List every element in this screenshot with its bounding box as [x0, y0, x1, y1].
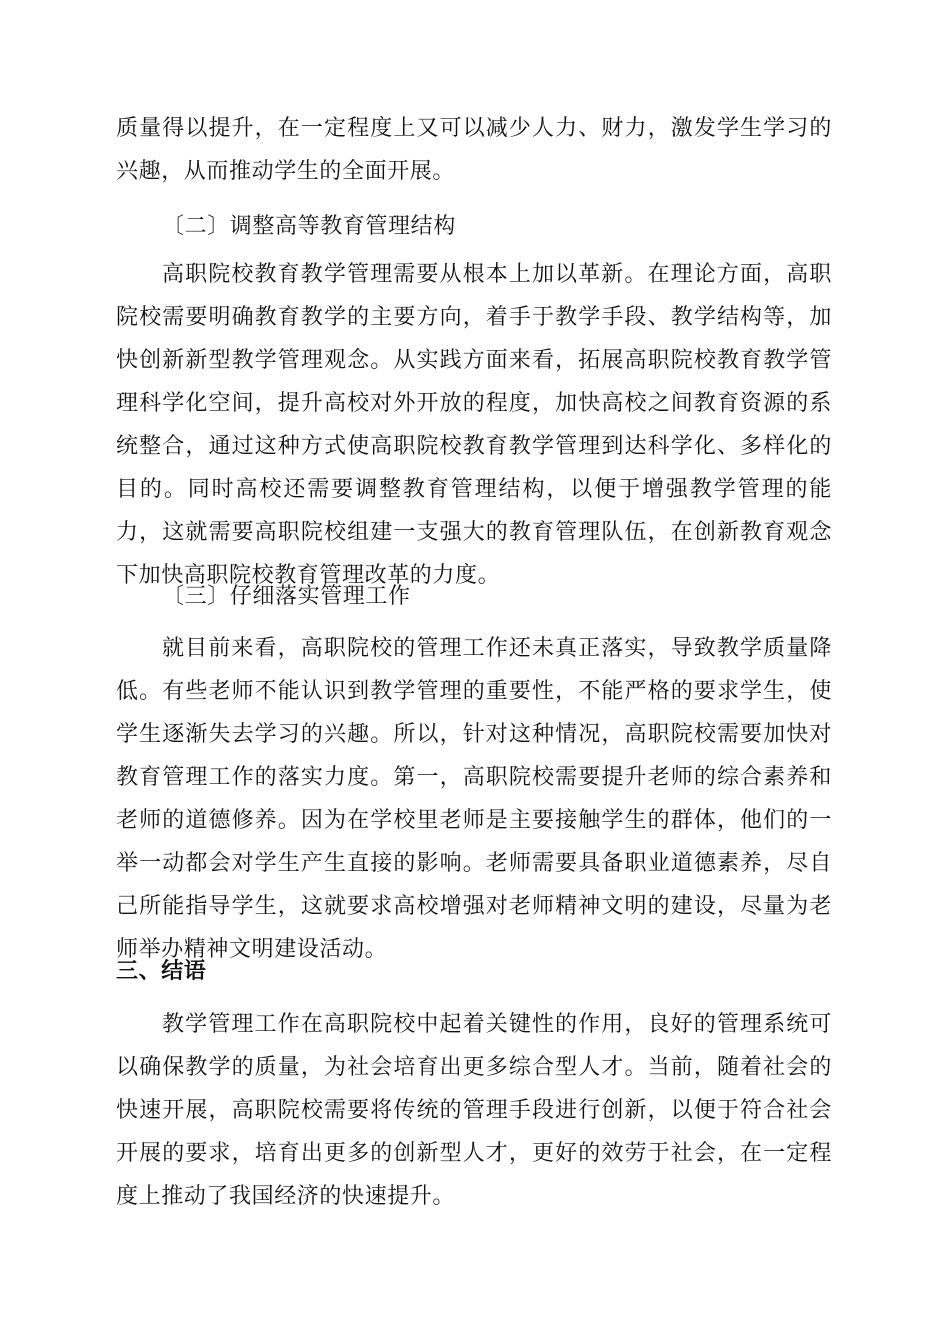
paragraph-implement-management: 就目前来看，高职院校的管理工作还未真正落实，导致教学质量降低。有些老师不能认识到教学管理的重要性，不能严格的要求学生，使学生逐渐失去学习的兴趣。所以，针对这种情况，高职院校需要加快对教育管理工作的落实力度。第一，高职院校需要提升老师的综合素养和老师的道德修养。因为在学校里老师是主要接触学生的群体，他们的一举一动都会对学生产生直接的影响。老师需要具备职业道德素养，尽自己所能指导学生，这就要求高校增强对老师精神文明的建设，尽量为老师举办精神文明建设活动。 [116, 636, 832, 962]
paragraph-adjust-structure: 高职院校教育教学管理需要从根本上加以革新。在理论方面，高职院校需要明确教育教学的主要方向，着手于教学手段、教学结构等，加快创新新型教学管理观念。从实践方面来看，拓展高职院校教育教学管理科学化空间，提升高校对外开放的程度，加快高校之间教育资源的系统整合，通过这种方式使高职院校教育教学管理到达科学化、多样化的目的。同时高校还需要调整教育管理结构，以便于增强教学管理的能力，这就需要高职院校组建一支强大的教育管理队伍，在创新教育观念下加快高职院校教育管理改革的力度。 [116, 262, 832, 588]
paragraph-conclusion: 教学管理工作在高职院校中起着关键性的作用，良好的管理系统可以确保教学的质量，为社会培育出更多综合型人才。当前，随着社会的快速开展，高职院校需要将传统的管理手段进行创新，以便于符合社会开展的要求，培育出更多的创新型人才，更好的效劳于社会，在一定程度上推动了我国经济的快速提升。 [116, 1012, 832, 1209]
paragraph-continuation: 质量得以提升，在一定程度上又可以减少人力、财力，激发学生学习的兴趣，从而推动学生的全面开展。 [116, 116, 832, 184]
section-heading-conclusion: 三、结语 [116, 959, 207, 984]
subheading-adjust-structure: 〔二〕调整高等教育管理结构 [162, 214, 456, 239]
subheading-implement-management: 〔三〕仔细落实管理工作 [162, 584, 411, 609]
